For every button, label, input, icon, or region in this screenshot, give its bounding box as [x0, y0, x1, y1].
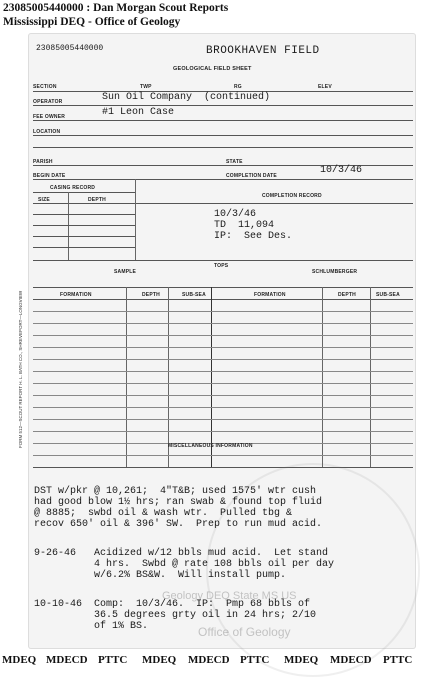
watermark-text: Office of Geology — [198, 625, 291, 639]
entry-line: w/6.2% BS&W. Will install pump. — [34, 570, 287, 581]
rule — [33, 247, 135, 248]
section-label: SECTION — [33, 84, 57, 90]
rule — [168, 287, 169, 467]
rule — [126, 287, 127, 467]
parish-label: PARISH — [33, 159, 53, 165]
depth-label: DEPTH — [338, 292, 356, 298]
completion-record-line: IP: See Des. — [214, 231, 293, 242]
operator-value: Sun Oil Company (continued) — [102, 92, 271, 103]
tops-row-rule — [33, 395, 413, 396]
entry-line: 4 hrs. Swbd @ rate 108 bbls oil per day — [34, 559, 335, 570]
location-label: LOCATION — [33, 129, 61, 135]
tops-row-rule — [33, 323, 413, 324]
sheet-subtitle: GEOLOGICAL FIELD SHEET — [173, 66, 252, 72]
footer-bar — [0, 650, 425, 668]
tops-row-rule — [33, 347, 413, 348]
field-sheet — [18, 33, 416, 649]
sub-sea-label: SUB-SEA — [182, 292, 206, 298]
completion-record-line: 10/3/46 — [214, 209, 257, 220]
misc-line: @ 8885; swbd oil & wash wtr. Pulled tbg & — [34, 508, 293, 519]
misc-line: had good blow 1½ hrs; ran swab & found top fluid — [34, 497, 323, 508]
rule — [135, 179, 136, 260]
tops-row-rule — [33, 311, 413, 312]
completion-record-label: COMPLETION RECORD — [262, 193, 322, 199]
casing-record-label: CASING RECORD — [50, 185, 96, 191]
twp-label: TWP — [140, 84, 152, 90]
rule — [33, 179, 413, 180]
completion-record-line: TD 11,094 — [214, 220, 275, 231]
rule — [33, 147, 413, 148]
rule — [33, 236, 135, 237]
report-title: 23085005440000 : Dan Morgan Scout Reports — [3, 2, 229, 14]
tops-row-rule — [33, 431, 413, 432]
entry-line: of 1% BS. — [34, 621, 149, 632]
completion-date-value: 10/3/46 — [320, 165, 363, 176]
rule — [33, 192, 135, 193]
depth-label: DEPTH — [142, 292, 160, 298]
footer-item: MDECD — [330, 654, 372, 666]
schlumberger-label: SCHLUMBERGER — [312, 269, 358, 275]
footer-item: MDEQ — [2, 654, 37, 666]
footer-item: MDECD — [188, 654, 230, 666]
tops-row-rule — [33, 335, 413, 336]
tops-row-rule — [33, 371, 413, 372]
completion-date-label: COMPLETION DATE — [226, 173, 277, 179]
sub-sea-label: SUB-SEA — [376, 292, 400, 298]
rule — [33, 105, 413, 106]
tops-row-rule — [33, 419, 413, 420]
misc-info-label: MISCELLANEOUS INFORMATION — [168, 443, 253, 449]
entry-line: 10-10-46 Comp: 10/3/46. IP: Pmp 68 bbls of — [34, 599, 311, 610]
form-imprint: FORM 512—SCOUT REPORT H. L. BATH CO., SHREVEPORT—LONGVIEW — [18, 290, 23, 448]
rule — [33, 225, 135, 226]
tops-label: TOPS — [214, 263, 229, 269]
footer-item: MDEQ — [284, 654, 319, 666]
tops-row-rule — [33, 359, 413, 360]
formation-label: FORMATION — [254, 292, 286, 298]
rule — [33, 467, 413, 468]
tops-row-rule — [33, 383, 413, 384]
casing-depth-label: DEPTH — [88, 197, 106, 203]
rule — [33, 260, 413, 261]
formation-label: FORMATION — [60, 292, 92, 298]
rule — [322, 287, 323, 467]
sample-label: SAMPLE — [114, 269, 137, 275]
sheet-id: 23085005440000 — [36, 44, 104, 53]
entry-line: 36.5 degrees grty oil in 24 hrs; 2/10 — [34, 610, 317, 621]
size-label: SIZE — [38, 197, 50, 203]
rule — [33, 287, 413, 288]
tops-row-rule — [33, 407, 413, 408]
state-label: STATE — [226, 159, 243, 165]
rg-label: RG — [234, 84, 242, 90]
footer-item: PTTC — [383, 654, 413, 666]
field-name: BROOKHAVEN FIELD — [206, 45, 320, 57]
operator-label: OPERATOR — [33, 99, 63, 105]
fee-owner-label: FEE OWNER — [33, 114, 66, 120]
footer-item: PTTC — [240, 654, 270, 666]
misc-line: recov 650' oil & 396' SW. Prep to run mud acid. — [34, 519, 323, 530]
rule — [370, 287, 371, 467]
footer-item: MDEQ — [142, 654, 177, 666]
elev-label: ELEV — [318, 84, 332, 90]
footer-item: MDECD — [46, 654, 88, 666]
rule — [33, 135, 413, 136]
rule — [33, 214, 135, 215]
rule — [33, 203, 413, 204]
watermark-text: Geology DEQ State MS US — [162, 590, 297, 602]
entry-line: 9-26-46 Acidized w/12 bbls mud acid. Let stand — [34, 548, 329, 559]
fee-owner-value: #1 Leon Case — [102, 107, 175, 118]
misc-line: DST w/pkr @ 10,261; 4"T&B; used 1575' wtr cush — [34, 486, 317, 497]
rule — [68, 192, 69, 260]
footer-item: PTTC — [98, 654, 128, 666]
agency-line: Mississippi DEQ - Office of Geology — [3, 16, 181, 28]
rule — [211, 287, 212, 467]
rule — [33, 299, 413, 300]
begin-date-label: BEGIN DATE — [33, 173, 66, 179]
tops-row-rule — [33, 455, 413, 456]
rule — [33, 120, 413, 121]
